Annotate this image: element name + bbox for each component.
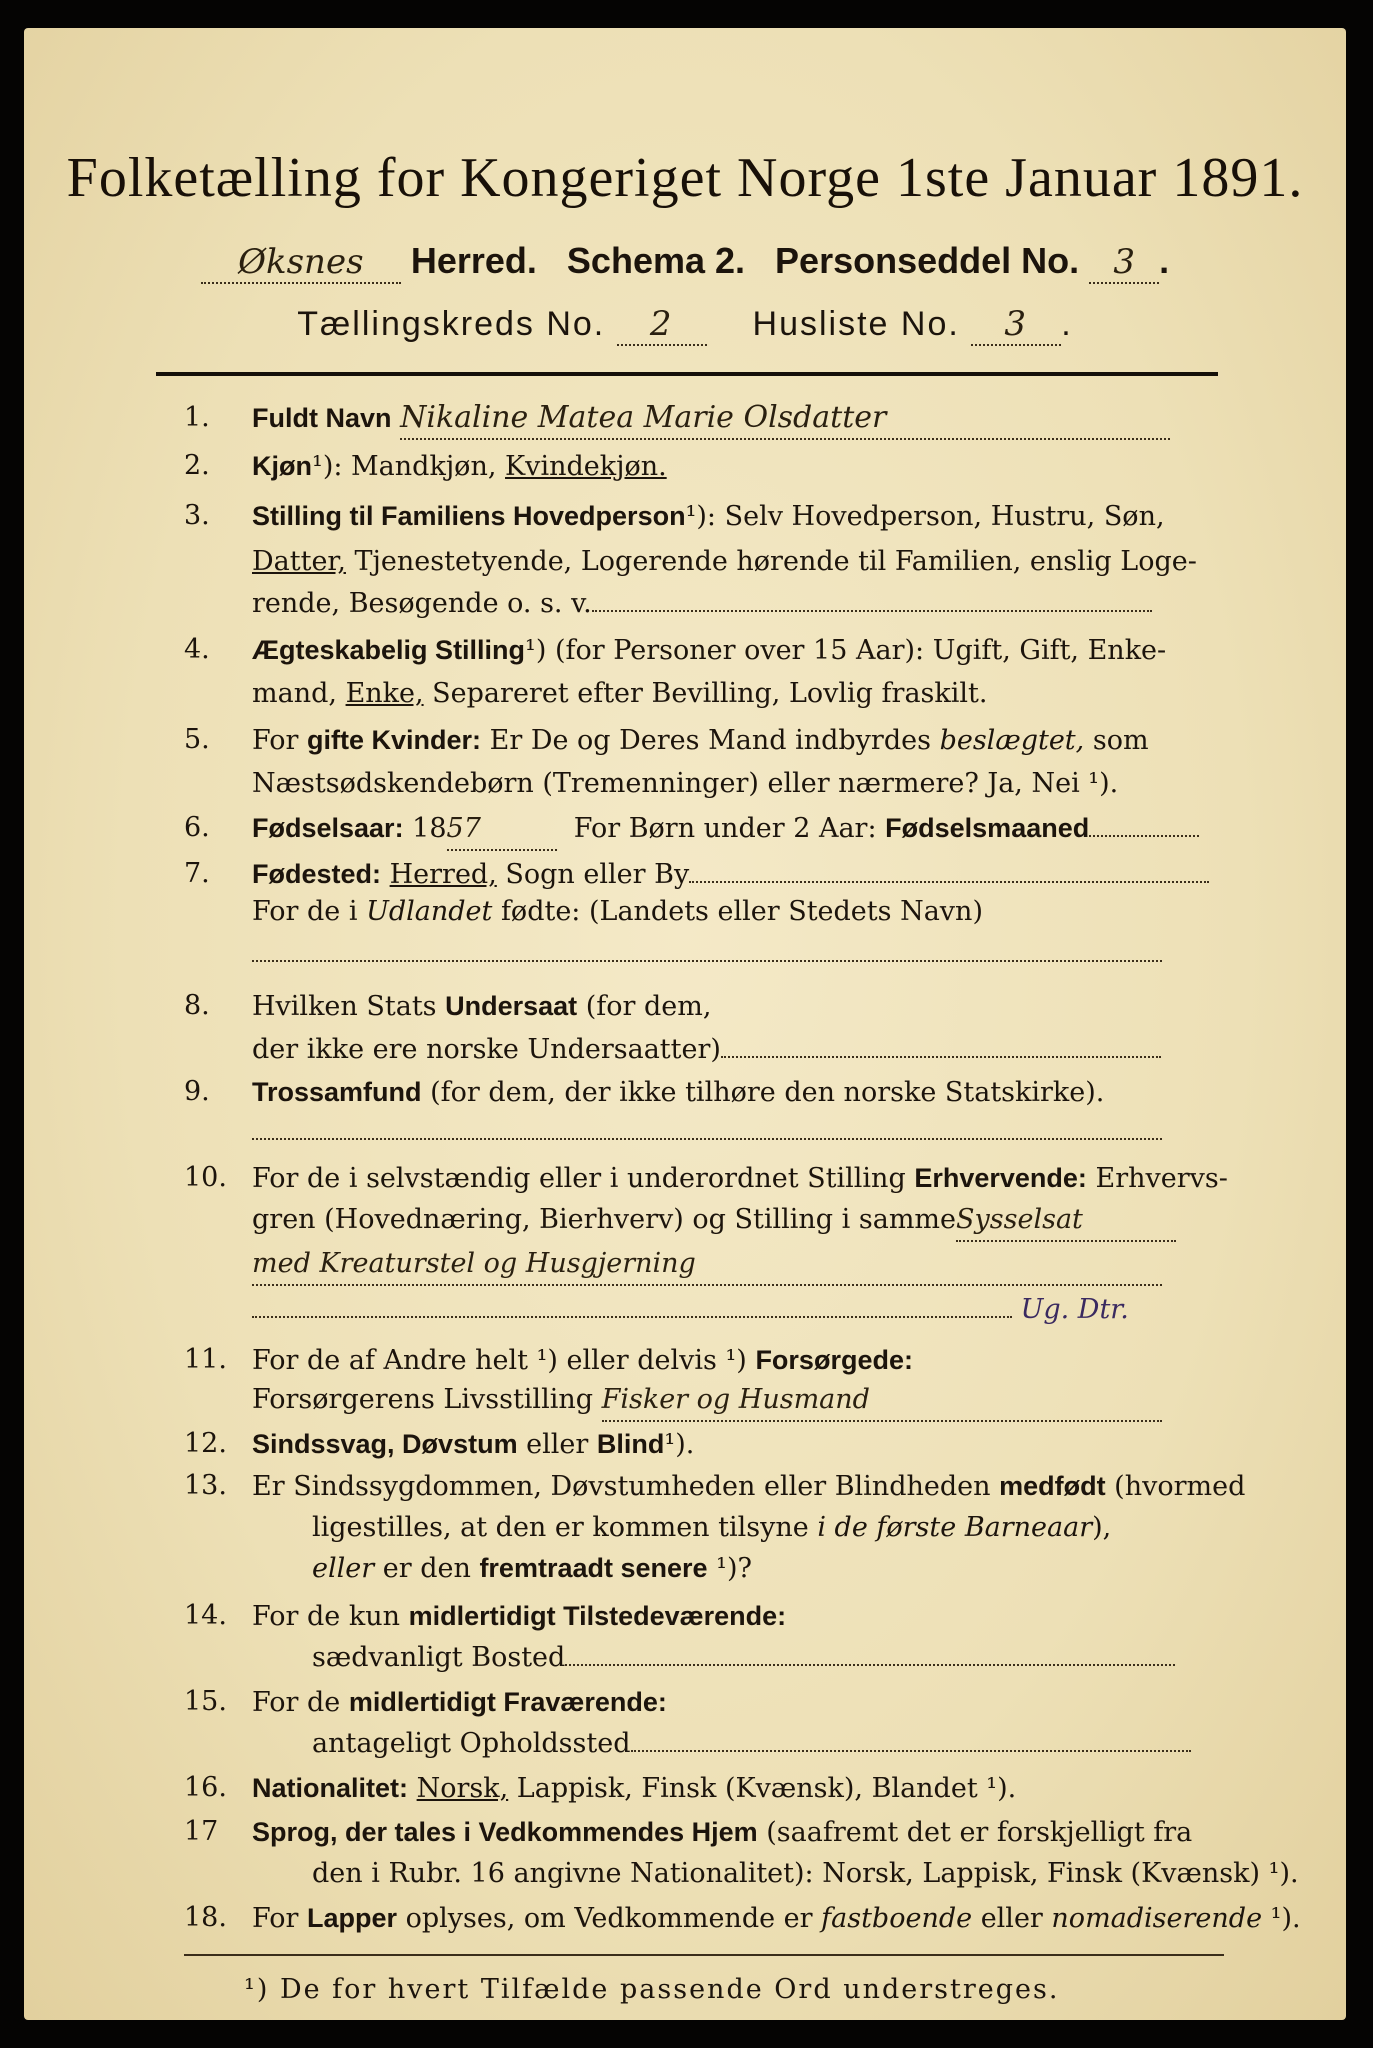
question-text: nomadiserende — [1051, 1903, 1263, 1934]
header-line-kreds: Tællingskreds No. 2 Husliste No. 3 . — [297, 304, 1073, 344]
question-text: For de i — [252, 896, 358, 927]
question-label: midlertidigt Fraværende: — [348, 1687, 667, 1717]
question-text: der ikke ere norske Undersaatter) — [252, 1034, 721, 1065]
occupation-value-2: med Kreaturstel og Husgjerning — [252, 1244, 1162, 1286]
question-number: 3. — [184, 500, 210, 531]
question-text: Er De og Deres Mand indbyrdes — [481, 725, 931, 756]
question-text: For de kun — [252, 1601, 400, 1632]
question-text: Separeret efter Bevilling, Lovlig fraskilt. — [423, 678, 988, 709]
selected-option: Datter, — [252, 546, 346, 577]
year-prefix: 18 — [412, 813, 447, 844]
occupation-value-1: Sysselsat — [956, 1200, 1176, 1242]
question-text: For Børn under 2 Aar: — [573, 813, 877, 844]
question-label: Sprog, der tales i Vedkommendes Hjem — [252, 1817, 758, 1847]
question-text: eller — [517, 1429, 597, 1460]
question-text: eller — [312, 1553, 375, 1584]
question-number: 6. — [184, 812, 210, 843]
question-text: Lappisk, Finsk (Kvænsk), Blandet ¹). — [508, 1773, 1017, 1804]
question-text: den i Rubr. 16 angivne Nationalitet): Norsk, Lappisk, Finsk (Kvænsk) ¹). — [312, 1858, 1299, 1889]
question-text: For de af Andre helt ¹) eller delvis ¹) — [252, 1345, 747, 1376]
question-label: midlertidigt Tilstedeværende: — [408, 1601, 787, 1631]
question-label: Nationalitet: — [252, 1773, 409, 1803]
question-text: rende, Besøgende o. s. v. — [252, 588, 592, 619]
question-text: er den — [374, 1553, 471, 1584]
question-text: (saafremt det er forskjelligt fra — [757, 1817, 1193, 1848]
footnote-divider — [184, 1954, 1224, 1956]
personseddel-value: 3 — [1089, 242, 1159, 284]
question-text: (for dem, — [577, 991, 712, 1022]
question-label: Trossamfund — [252, 1077, 422, 1107]
question-text: (hvormed — [1105, 1471, 1246, 1502]
question-label: Ægteskabelig Stilling — [252, 635, 526, 665]
question-text: beslægtet, — [939, 725, 1085, 756]
herred-value: Øksnes — [201, 242, 401, 284]
question-text: Næstsødskendebørn (Tremenninger) eller nærmere? Ja, Nei ¹). — [252, 768, 1119, 799]
question-text: ¹). — [664, 1429, 695, 1460]
question-number: 2. — [184, 450, 210, 481]
question-label: Forsørgede: — [755, 1345, 913, 1375]
question-text: ), — [1092, 1512, 1112, 1543]
provider-occupation-value: Fisker og Husmand — [602, 1380, 1162, 1422]
question-number: 8. — [184, 990, 210, 1021]
question-text: fødte: (Landets eller Stedets Navn) — [492, 896, 983, 927]
question-text: ¹) (for Personer over 15 Aar): Ugift, Gift, Enke- — [525, 635, 1167, 666]
question-number: 7. — [184, 858, 210, 889]
herred-label: Herred. — [410, 240, 537, 281]
question-text: eller — [972, 1903, 1052, 1934]
question-text: ¹)? — [707, 1553, 752, 1584]
selected-option: Kvindekjøn. — [505, 451, 667, 482]
question-text: For — [252, 725, 299, 756]
kreds-value: 2 — [617, 304, 707, 346]
question-label: Lapper — [307, 1903, 398, 1933]
question-text: Erhvervs- — [1086, 1163, 1228, 1194]
question-number: 11. — [184, 1344, 227, 1375]
question-text: ¹): Mandkjøn, — [312, 451, 497, 482]
question-number: 5. — [184, 724, 210, 755]
question-number: 13. — [184, 1470, 227, 1501]
question-number: 14. — [184, 1600, 227, 1631]
question-text: ¹): Selv Hovedperson, Hustru, Søn, — [685, 501, 1165, 532]
question-label: gifte Kvinder: — [307, 725, 482, 755]
question-text: Tjenestetyende, Logerende hørende til Familien, enslig Loge- — [345, 546, 1197, 577]
question-text: ligestilles, at den er kommen tilsyne — [312, 1512, 809, 1543]
schema-label: Schema 2. — [566, 240, 746, 281]
question-text: Sogn eller By — [496, 859, 690, 890]
selected-option: Norsk, — [416, 1773, 509, 1804]
question-label: Stilling til Familiens Hovedperson — [252, 501, 686, 531]
question-label: Sindssvag, Døvstum — [252, 1429, 518, 1459]
header-divider — [156, 372, 1218, 376]
question-label: Blind — [596, 1429, 665, 1459]
question-text: (for dem, der ikke tilhøre den norske Statskirke). — [421, 1077, 1105, 1108]
question-text: sædvanligt Bosted — [312, 1642, 566, 1673]
question-number: 17 — [184, 1816, 219, 1847]
census-form — [24, 28, 1346, 2020]
selected-option: Enke, — [345, 678, 424, 709]
question-label: Fødselsaar: — [252, 813, 404, 843]
question-text: som — [1084, 725, 1149, 756]
question-text: Forsørgerens Livsstilling — [252, 1384, 594, 1415]
question-text: oplyses, om Vedkommende er — [397, 1903, 822, 1934]
question-label: Fuldt Navn — [252, 403, 392, 433]
question-number: 4. — [184, 634, 210, 665]
question-text: gren (Hovednæring, Bierhverv) og Stilling i samme — [252, 1204, 957, 1235]
header-line-herred: Øksnes Herred. Schema 2. Personseddel No. 3 . — [24, 240, 1346, 284]
question-text: ¹). — [1262, 1903, 1301, 1934]
question-label: fremtraadt senere — [479, 1553, 708, 1583]
footnote: ¹) De for hvert Tilfælde passende Ord understreges. — [244, 1974, 1060, 2005]
question-label: Erhvervende: — [914, 1163, 1087, 1193]
question-label: Fødselsmaaned — [885, 813, 1090, 843]
question-text: For — [252, 1903, 299, 1934]
question-number: 10. — [184, 1162, 227, 1193]
question-label: Kjøn — [252, 451, 312, 481]
husliste-label: Husliste No. — [752, 305, 960, 343]
question-label: medfødt — [999, 1471, 1106, 1501]
question-text: i de første Barneaar — [808, 1512, 1093, 1543]
husliste-value: 3 — [971, 304, 1061, 346]
question-text: Er Sindssygdommen, Døvstumheden eller Blindheden — [252, 1471, 991, 1502]
question-text: fastboende — [821, 1903, 973, 1934]
question-text: Udlandet — [366, 896, 493, 927]
birth-year-value: 57 — [447, 809, 557, 851]
question-number: 1. — [184, 402, 210, 433]
question-number: 12. — [184, 1428, 227, 1459]
question-label: Fødested: — [252, 859, 382, 889]
question-text: For de — [252, 1687, 341, 1718]
occupation-value-3: Ug. Dtr. — [1020, 1294, 1129, 1325]
question-number: 16. — [184, 1772, 227, 1803]
question-text: mand, — [252, 678, 337, 709]
question-number: 15. — [184, 1686, 227, 1717]
question-label: Undersaat — [445, 991, 578, 1021]
question-number: 18. — [184, 1902, 227, 1933]
form-title: Folketælling for Kongeriget Norge 1ste Januar 1891. — [66, 147, 1304, 209]
personseddel-label: Personseddel No. — [775, 240, 1080, 281]
kreds-label: Tællingskreds No. — [297, 305, 606, 343]
question-text: antageligt Opholdssted — [312, 1728, 631, 1759]
question-text: Hvilken Stats — [252, 991, 437, 1022]
question-number: 9. — [184, 1076, 210, 1107]
question-text: For de i selvstændig eller i underordnet Stilling — [252, 1163, 906, 1194]
selected-option: Herred, — [389, 859, 497, 890]
full-name-value: Nikaline Matea Marie Olsdatter — [400, 398, 1170, 440]
